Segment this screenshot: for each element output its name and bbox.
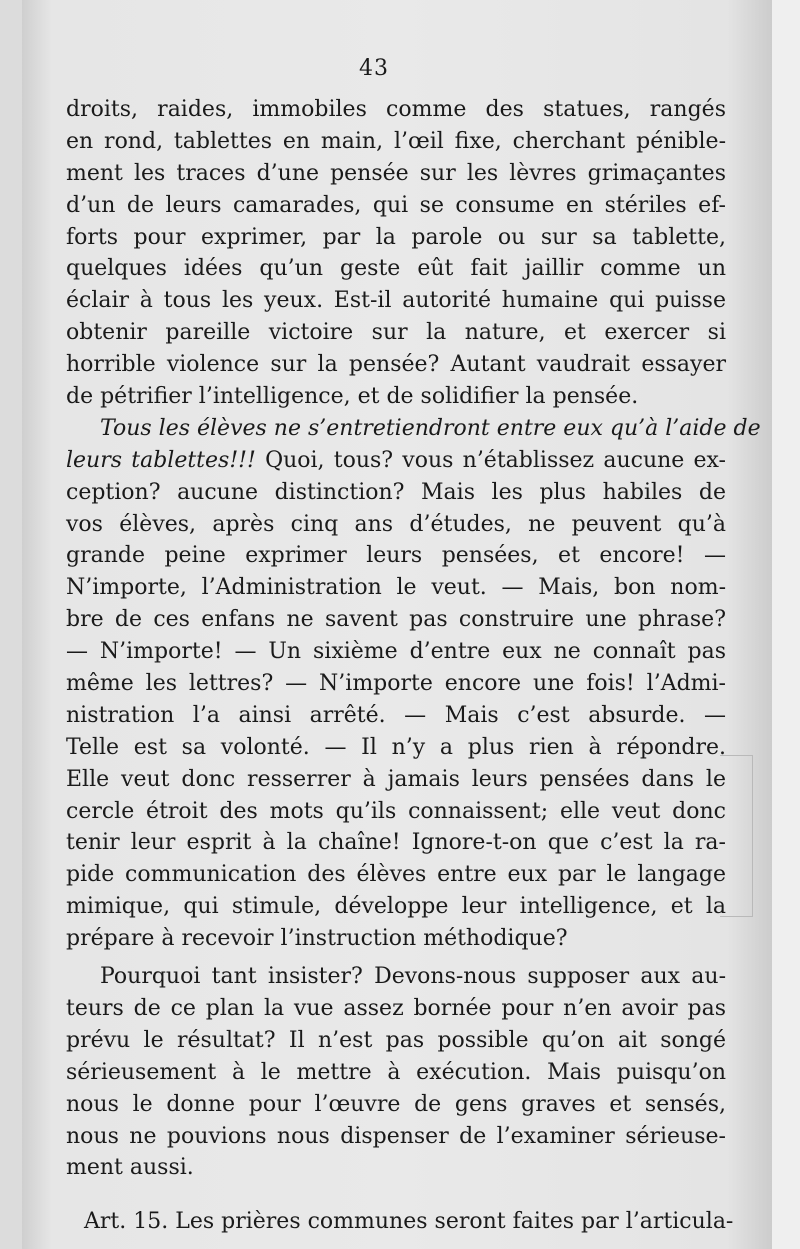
- text-line: prépare à recevoir l’instruction méthodique?: [66, 926, 568, 952]
- text-line: — N’importe! — Un sixième d’entre eux ne connaît pas: [66, 639, 726, 665]
- text-line: bre de ces enfans ne savent pas construire une phrase?: [66, 607, 726, 633]
- text-line: nistration l’a ainsi arrêté. — Mais c’est absurde. —: [66, 702, 726, 728]
- text-line: tenir leur esprit à la chaîne! Ignore-t-on que c’est la ra-: [66, 830, 726, 856]
- text-line: droits, raides, immobiles comme des statues, rangés: [66, 97, 726, 122]
- text-line: prévu le résultat? Il n’est pas possible qu’on ait songé: [66, 1027, 726, 1053]
- text-line: cercle étroit des mots qu’ils connaissent; elle veut donc: [66, 798, 726, 824]
- text-line: d’un de leurs camarades, qui se consume en stériles ef-: [66, 192, 726, 218]
- text-line: horrible violence sur la pensée? Autant vaudrait essayer: [66, 352, 726, 378]
- text-line: [66, 445, 726, 477]
- text-line: éclair à tous les yeux. Est-il autorité humaine qui puisse: [66, 288, 726, 314]
- text-line: ment aussi.: [66, 1155, 194, 1181]
- text-line: obtenir pareille victoire sur la nature, et exercer si: [66, 320, 726, 346]
- quoted-rule-line: Tous les élèves ne s’entretiendront entre eux qu’à l’aide de: [100, 415, 761, 441]
- text-line: nous ne pouvions nous dispenser de l’examiner sérieuse-: [66, 1123, 726, 1149]
- text-line: Telle est sa volonté. — Il n’y a plus rien à répondre.: [66, 734, 726, 760]
- text-line: Pourquoi tant insister? Devons-nous supposer aux au-: [100, 964, 726, 990]
- text-line: pide communication des élèves entre eux par le langage: [66, 862, 726, 888]
- body-text: [66, 94, 761, 1238]
- text-line: vos élèves, après cinq ans d’études, ne peuvent qu’à: [66, 511, 726, 537]
- text-line: quelques idées qu’un geste eût fait jaillir comme un: [66, 256, 726, 282]
- text-line: ception? aucune distinction? Mais les plus habiles de: [66, 479, 726, 505]
- quoted-rule-end: leurs tablettes!!!: [66, 447, 256, 473]
- text-line: grande peine exprimer leurs pensées, et encore! —: [66, 543, 726, 569]
- text-line: Elle veut donc resserrer à jamais leurs pensées dans le: [66, 766, 726, 792]
- article-line: Art. 15. Les prières communes seront faites par l’articula-: [84, 1209, 734, 1235]
- text-line: même les lettres? — N’importe encore une fois! l’Admi-: [66, 671, 726, 697]
- text-line: mimique, qui stimule, développe leur intelligence, et la: [66, 894, 726, 920]
- page-number: 43: [359, 56, 389, 81]
- text-line: N’importe, l’Administration le veut. — Mais, bon nom-: [66, 575, 726, 601]
- text-line: teurs de ce plan la vue assez bornée pour n’en avoir pas: [66, 995, 726, 1021]
- text-line: ment les traces d’une pensée sur les lèvres grimaçantes: [66, 160, 726, 186]
- text-line: en rond, tablettes en main, l’œil fixe, cherchant pénible-: [66, 128, 726, 154]
- text-line: nous le donne pour l’œuvre de gens graves et sensés,: [66, 1091, 726, 1117]
- text-fragment: Quoi, tous? vous n’établissez aucune ex-: [255, 447, 726, 473]
- text-line: de pétrifier l’intelligence, et de solidifier la pensée.: [66, 384, 639, 410]
- text-line: forts pour exprimer, par la parole ou sur sa tablette,: [66, 224, 726, 250]
- page-margin-right: [772, 0, 800, 1249]
- text-line: sérieusement à le mettre à exécution. Mais puisqu’on: [66, 1059, 726, 1085]
